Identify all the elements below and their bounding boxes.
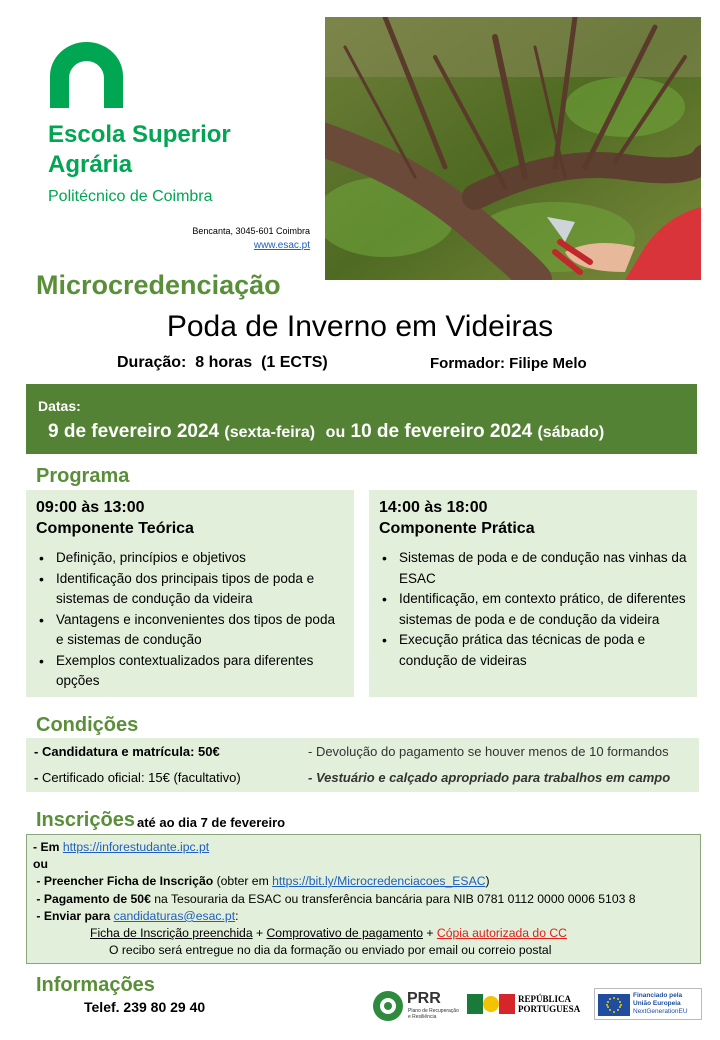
programa-heading: Programa [36, 465, 130, 487]
vine-pruning-photo [325, 17, 701, 280]
condition-clothing: - Vestuário e calçado apropriado para trabalhos em campo [308, 770, 671, 785]
theory-component: Componente Teórica [36, 520, 194, 537]
address: Bencanta, 3045-601 Coimbra [192, 226, 310, 236]
list-item: • Vantagens e inconvenientes dos tipos de poda e sistemas de condução [36, 610, 344, 651]
theory-time: 09:00 às 13:00 [36, 499, 145, 516]
inscricoes-box [26, 834, 701, 964]
list-item: • Exemplos contextualizados para diferentes opções [36, 651, 344, 692]
republica-portuguesa-flag-icon [467, 994, 515, 1014]
informacoes-heading: Informações [36, 974, 155, 996]
condition-application: - Candidatura e matrícula: 50€ [34, 744, 220, 759]
insc-receipt: O recibo será entregue no dia da formação ou enviado por email ou correio postal [109, 943, 552, 958]
school-name: Escola Superior Agrária [48, 121, 231, 178]
esac-logo-icon [50, 42, 123, 108]
list-item: • Identificação, em contexto prático, de diferentes sistemas de poda e de condução da videira [379, 589, 687, 630]
insc-line-send: - Enviar para candidaturas@esac.pt: [36, 908, 239, 923]
practice-time: 14:00 às 18:00 [379, 499, 488, 516]
trainer: Formador: Filipe Melo [430, 355, 587, 372]
eu-label: Financiado pela União Europeia NextGenerationEU [633, 992, 688, 1015]
phone-number: Telef. 239 80 29 40 [84, 999, 206, 1015]
form-link[interactable]: https://bit.ly/Microcredenciacoes_ESAC [272, 874, 486, 889]
condition-refund: - Devolução do pagamento se houver menos de 10 formandos [308, 744, 669, 759]
list-item: • Execução prática das técnicas de poda e condução de videiras [379, 630, 687, 671]
eu-funding-box [594, 988, 702, 1020]
prr-label: PRR [407, 990, 441, 1007]
prr-logo-icon [372, 990, 404, 1022]
practice-list [379, 548, 687, 671]
list-item: • Sistemas de poda e de condução nas vinhas da ESAC [379, 548, 687, 589]
website-link[interactable]: www.esac.pt [253, 240, 310, 251]
insc-line-docs: Ficha de Inscrição preenchida + Comprovativo de pagamento + Cópia autorizada do CC [90, 926, 567, 941]
condicoes-box [26, 738, 699, 792]
dates-box [26, 384, 697, 454]
inscricoes-heading: Inscrições [36, 809, 135, 831]
programa-theory-box [26, 490, 354, 697]
practice-component: Componente Prática [379, 520, 535, 537]
insc-line-form: - Preencher Ficha de Inscrição (obter em https://bit.ly/Microcredenciacoes_ESAC) [36, 874, 490, 889]
duration: Duração: 8 horas (1 ECTS) [117, 354, 328, 371]
microcredential-heading: Microcredenciação [36, 270, 281, 300]
inforestudante-link[interactable]: https://inforestudante.ipc.pt [62, 840, 210, 854]
insc-or: ou [33, 857, 48, 872]
dates-line: 9 de fevereiro 2024 (sexta-feira) ou 10 de fevereiro 2024 (sábado) [48, 421, 605, 442]
programa-practice-box [369, 490, 697, 697]
list-item: • Identificação dos principais tipos de poda e sistemas de condução da videira [36, 569, 344, 610]
theory-list [36, 548, 344, 692]
insc-line-payment: - Pagamento de 50€ na Tesouraria da ESAC ou transferência bancária para NIB 0781 0112 0000 0006 5103 8 [36, 891, 636, 906]
course-title: Poda de Inverno em Videiras [166, 310, 554, 343]
republica-portuguesa-label: REPÚBLICA PORTUGUESA [518, 994, 581, 1014]
condicoes-heading: Condições [36, 714, 139, 736]
funding-logos [372, 986, 702, 1022]
list-item: • Definição, princípios e objetivos [36, 548, 344, 569]
insc-line-online: - Em https://inforestudante.ipc.pt [33, 840, 210, 854]
school-subtitle: Politécnico de Coimbra [48, 188, 213, 205]
prr-subtitle: Plano de Recuperação e Resiliência [408, 1008, 459, 1020]
dates-label: Datas: [38, 398, 81, 414]
inscricoes-deadline: até ao dia 7 de fevereiro [137, 815, 286, 830]
email-link[interactable]: candidaturas@esac.pt [113, 908, 236, 923]
condition-certificate: - Certificado oficial: 15€ (facultativo) [34, 770, 241, 785]
eu-flag-icon [598, 994, 630, 1016]
